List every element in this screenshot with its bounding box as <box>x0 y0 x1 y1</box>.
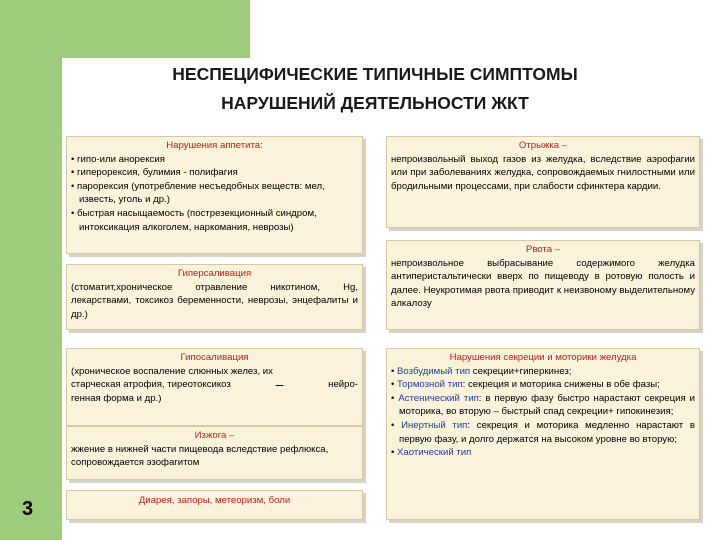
hyposalivation-line-2 <box>71 378 358 392</box>
motility-desc: : секреция и моторика снижены в обе фазы; <box>462 379 660 391</box>
list-item: • Хаотический тип <box>391 447 472 459</box>
slide-title-line1: НЕСПЕЦИФИЧЕСКИЕ ТИПИЧНЫЕ СИМПТОМЫ <box>172 64 578 84</box>
decor-green-strip <box>0 58 62 540</box>
list-item: • гипо-или анорексия <box>71 153 165 165</box>
motility-type: Тормозной тип <box>397 379 463 391</box>
vomiting-text: непроизвольное выбрасывание содержимого желудка антиперистальтически вверх по пищеводу в ротовую полость и далее. Неукротимая рвота приводит к неизвоному выделительному алкалозу <box>391 257 695 310</box>
diarrhea-box <box>66 490 363 520</box>
heartburn-heading: Изжога – <box>194 430 235 441</box>
belching-box <box>386 136 700 228</box>
motility-desc: : секреция и моторика медленно нарастают в первую фазу, и долго держатся на высоком уровне во вторую; <box>399 419 695 445</box>
hypersalivation-text: (стоматит,хроническое отравление никотином, Hg, лекарствами, токсикоз беременности, неврозы, энцефалиты и др.) <box>71 281 358 320</box>
hypersalivation-heading: Гиперсаливация <box>177 268 252 279</box>
decor-green-block <box>0 0 250 58</box>
hyposalivation-heading: Гипосаливация <box>180 352 249 363</box>
diarrhea-heading: Диарея, запоры, метеоризм, боли <box>138 495 291 506</box>
heartburn-box <box>66 426 363 480</box>
motility-type: Инертный тип <box>401 419 468 431</box>
motility-list <box>391 365 695 460</box>
hyposalivation-dash: – <box>275 376 284 393</box>
list-item: • быстрая насыщаемость (пострезекционный синдром, интоксикация алкоголем, наркомания, неврозы) <box>71 207 317 233</box>
appetite-list <box>71 153 358 235</box>
slide-title-line2: НАРУШЕНИЙ ДЕЯТЕЛЬНОСТИ ЖКТ <box>221 93 529 113</box>
vomiting-heading: Рвота – <box>525 244 561 255</box>
hyposalivation-text-4: генная форма и др.) <box>71 392 162 404</box>
vomiting-box <box>386 240 700 330</box>
heartburn-text: жжение в нижней части пищевода вследствие рефлюкса, сопровождается эзофагитом <box>71 443 329 469</box>
list-item: • Астенический тип: в первую фазу быстро нарастают секреция и моторика, во вторую – быстрый спад секреции+ гипокинезия; <box>391 392 695 418</box>
motility-desc: : в первую фазу быстро нарастают секреция и моторика, во вторую – быстрый спад секреции+ гипокинезия; <box>399 392 695 418</box>
hyposalivation-text-1: (хроническое воспаление слюнных желез, их <box>71 365 273 377</box>
motility-desc: секреции+гиперкинез; <box>470 365 572 377</box>
list-item: • Тормозной тип: секреция и моторика снижены в обе фазы; <box>391 379 660 391</box>
motility-type: Возбудимый тип <box>397 365 471 377</box>
hyposalivation-text-3: нейро- <box>328 379 358 391</box>
motility-type: Хаотический тип <box>397 447 472 459</box>
motility-type: Астенический тип <box>398 392 479 404</box>
appetite-box <box>66 136 363 254</box>
slide-title <box>90 60 660 118</box>
appetite-heading: Нарушения аппетита: <box>166 140 263 151</box>
page-number: 3 <box>22 498 34 520</box>
list-item: • гиперорексия, булимия - полифагия <box>71 167 238 179</box>
motility-heading: Нарушения секреции и моторики желудка <box>449 352 637 363</box>
motility-box <box>386 348 700 520</box>
belching-heading: Отрыжка – <box>518 140 568 151</box>
hyposalivation-text-2: старческая атрофия, тиреотоксикоз <box>71 379 231 391</box>
hypersalivation-box <box>66 264 363 330</box>
list-item: • Возбудимый тип секреции+гиперкинез; <box>391 365 572 377</box>
list-item: • Инертный тип: секреция и моторика медленно нарастают в первую фазу, и долго держатся на высоком уровне во вторую; <box>391 419 695 445</box>
belching-text: непроизвольный выход газов из желудка, вследствие аэрофагии или при заболеваниях желудка, сопровождаемых гнилостными или бродильными процессами, при слабости сфинктера кардии. <box>391 153 695 192</box>
hyposalivation-box <box>66 348 363 426</box>
list-item: • парорексия (употребление несъедобных веществ: мел, известь, уголь и др.) <box>71 180 325 206</box>
